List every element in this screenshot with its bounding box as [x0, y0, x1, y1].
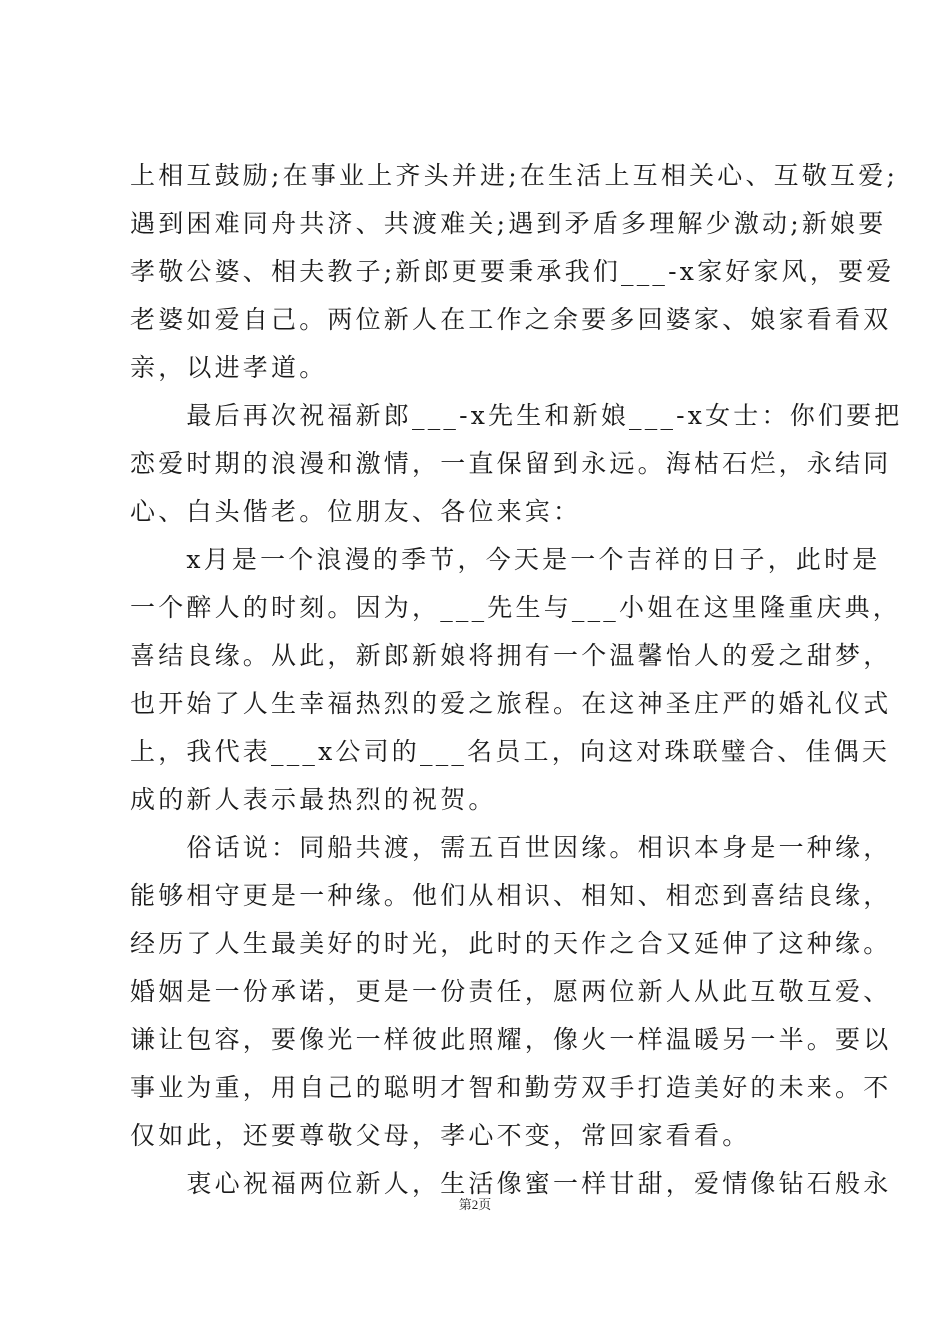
text-line: 遇到困难同舟共济、共渡难关;遇到矛盾多理解少激动;新娘要 [130, 209, 887, 238]
text-line: 成的新人表示最热烈的祝贺。 [130, 785, 497, 814]
text-line: 衷心祝福两位新人，生活像蜜一样甘甜，爱情像钻石般永 [130, 1169, 892, 1198]
text-line: 孝敬公婆、相夫教子;新郎更要秉承我们___-x家好家风，要爱 [130, 257, 895, 286]
text-line: 也开始了人生幸福热烈的爱之旅程。在这神圣庄严的婚礼仪式 [130, 689, 892, 718]
document-body [130, 152, 903, 1208]
text-line: 心、白头偕老。位朋友、各位来宾： [130, 497, 582, 526]
text-line: 一个醉人的时刻。因为，___先生与___小姐在这里隆重庆典， [130, 593, 902, 622]
text-line: 最后再次祝福新郎___-x先生和新娘___-x女士：你们要把 [130, 401, 903, 430]
text-line: 婚姻是一份承诺，更是一份责任，愿两位新人从此互敬互爱、 [130, 977, 892, 1006]
text-line: 上，我代表___x公司的___名员工，向这对珠联璧合、佳偶天 [130, 737, 891, 766]
text-line: 能够相守更是一种缘。他们从相识、相知、相恋到喜结良缘， [130, 881, 892, 910]
text-line: 恋爱时期的浪漫和激情，一直保留到永远。海枯石烂，永结同 [130, 449, 892, 478]
page-number: 第2页 [458, 1197, 492, 1212]
text-line: 亲，以进孝道。 [130, 353, 328, 382]
text-line: 上相互鼓励;在事业上齐头并进;在生活上互相关心、互敬互爱; [130, 161, 899, 190]
text-line: 俗话说：同船共渡，需五百世因缘。相识本身是一种缘， [130, 833, 892, 862]
text-line: 仅如此，还要尊敬父母，孝心不变，常回家看看。 [130, 1121, 751, 1150]
text-line: 经历了人生最美好的时光，此时的天作之合又延伸了这种缘。 [130, 929, 892, 958]
text-line: 老婆如爱自己。两位新人在工作之余要多回婆家、娘家看看双 [130, 305, 892, 334]
text-line: 喜结良缘。从此，新郎新娘将拥有一个温馨怡人的爱之甜梦， [130, 641, 892, 670]
text-line: x月是一个浪漫的季节，今天是一个吉祥的日子，此时是 [130, 545, 881, 574]
text-line: 谦让包容，要像光一样彼此照耀，像火一样温暖另一半。要以 [130, 1025, 892, 1054]
text-line: 事业为重，用自己的聪明才智和勤劳双手打造美好的未来。不 [130, 1073, 892, 1102]
